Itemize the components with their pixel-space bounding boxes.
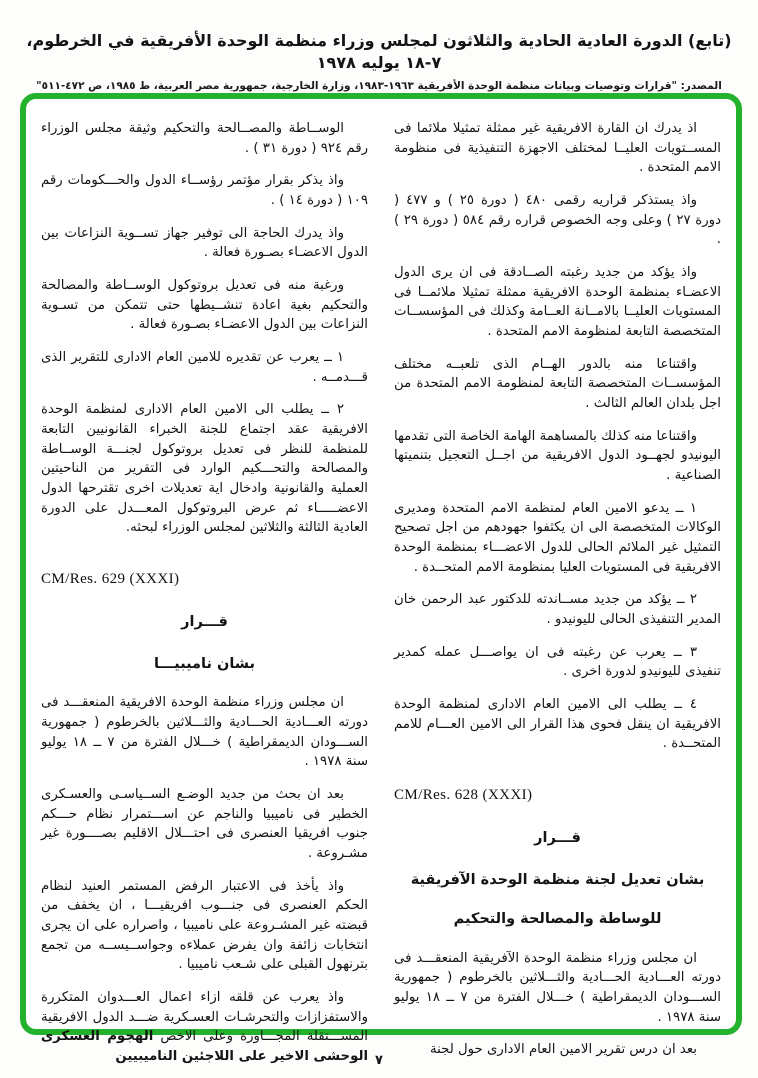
page-number: ٧ xyxy=(375,1053,383,1068)
clause-paragraph: ورغبة منه فى تعديل بروتوكول الوســاطة والمصالحة والتحكيم بغية اعادة تنشــيطها حتى تتمكن من تسـوية النزاعات بين الدول الاعضـاء بصـورة فعالة . xyxy=(41,278,368,333)
preamble-paragraph: ان مجلس وزراء منظمة الوحدة الافريقية المنعقـــد فى دورته العـــادية الحـــادية والثـــلاثين بالخرطوم ( جمهورية الســـودان الديمقراطية ) خـــلال الفترة من ٧ ــ ١٨ يوليو سنة ١٩٧٨ . xyxy=(41,695,369,770)
resolution-heading-qarar: قـــرار xyxy=(181,614,228,631)
operative-paragraph-1: ١ ــ يعرب عن تقديره للامين العام الادارى للتقرير الذى قـــدمــه . xyxy=(41,350,368,385)
resolution-subject-line-1: بشان تعديل لجنة منظمة الوحدة الآفريقية xyxy=(410,871,705,888)
clause-paragraph: واذ يستذكر قراريه رقمى ٤٨٠ ( دورة ٢٥ ) و ٤٧٧ ( دورة ٢٧ ) وعلى وجه الخصوص قراره رقم ٥٨٤ ( دورة ٢٩ ) . xyxy=(394,193,721,248)
operative-paragraph-3: ٣ ــ يعرب عن رغبته فى ان يواصـــل عمله كمدير تنفيذى لليونيدو لدورة اخرى . xyxy=(394,644,721,680)
resolution-ref-cm-res-628: CM/Res. 628 (XXXI) xyxy=(394,787,533,804)
two-column-layout xyxy=(26,99,736,1064)
operative-paragraph-4: ٤ ــ يطلب الى الامين العام الادارى لمنظمة الوحدة الافريقية ان ينقل فحوى هذا القرار الى الامين العـــام للامم المتحــدة . xyxy=(394,697,721,752)
operative-paragraph-2: ٢ ــ يؤكد من جديد مســاندته للدكتور عبد الرحمن خان المدير التنفيذى الحالى لليونيدو . xyxy=(394,592,721,628)
clause-text: واذ يعرب عن قلقه ازاء اعمال العـــدوان المتكررة والاستفزازات والتحرشـات العسـكرية ضـــد الدول الافريقية المســـتقلة المجـــاورة وعلى الاخص xyxy=(41,989,368,1045)
operative-paragraph-1: ١ ــ يدعو الامين العام لمنظمة الامم المتحدة ومديرى الوكالات المتخصصة الى ان يكثفوا جهودهم من اجل تصحيح التمثيل غير الملائم الحالى للدول الاعضـــاء بمنظمة الوحدة الافريقية فى المستويات العليا بمنظومة الامم المتحــدة . xyxy=(394,500,721,575)
clause-paragraph: اذ يدرك ان القارة الافريقية غير ممثلة تمثيلا ملائما فى المســتويات العليــا لمختلف الاجهزة التنفيذية فى منظومة الامم المتحدة . xyxy=(394,121,721,176)
page-header xyxy=(0,0,758,92)
content-frame xyxy=(20,93,742,1064)
resolution-heading-qarar: قـــرار xyxy=(534,830,581,847)
clause-paragraph: واذ يؤكد من جديد رغبته الصــادقة فى ان يرى الدول الاعضـاء بمنظمة الوحدة الافريقية ممثلة تمثيلا ملائمــا فى المستويات العليــا بالامــانة العــامة وكذلك فى المؤسســات المتخصصة التابعة لمنظومة الامم المتحدة . xyxy=(394,265,721,340)
resolution-subject-namibia: بشان ناميبيـــا xyxy=(153,655,255,672)
resolution-ref-cm-res-629: CM/Res. 629 (XXXI) xyxy=(41,571,180,588)
clause-paragraph: واقتناعا منه كذلك بالمساهمة الهامة الخاصة التى تقدمها اليونيدو لجهــود الدول الافريقية من اجــل التعجيل بتنميتها الصناعية . xyxy=(394,428,721,484)
clause-paragraph: بعد ان درس تقرير الامين العام الادارى حول لجنة xyxy=(430,1042,697,1058)
clause-paragraph: الوســاطة والمصــالحة والتحكيم وثيقة مجلس الوزراء رقم ٩٢٤ ( دورة ٣١ ) . xyxy=(41,121,368,156)
column-left xyxy=(41,119,369,1064)
clause-text-bold: الهجوم العسكرى الوحشى الاخير على اللاجئين الناميبيين xyxy=(41,1029,368,1064)
session-title: (تابع) الدورة العادية الحادية والثلاثون لمجلس وزراء منظمة الوحدة الأفريقية في الخرطوم، ٧-١٨ يوليه ١٩٧٨ xyxy=(26,31,732,72)
preamble-paragraph: ان مجلس وزراء منظمة الوحدة الآفريقية المنعقـــد فى دورته العـــادية الحـــادية والثـــلاثين بالخرطوم ( جمهورية الســـودان الديمقراطية ) خـــلال الفترة من ٧ ــ ١٨ يوليو سنة ١٩٧٨ . xyxy=(394,950,722,1025)
resolution-subject-line-2: للوساطة والمصالحة والتحكيم xyxy=(453,911,662,928)
operative-paragraph-2: ٢ ــ يطلب الى الامين العام الادارى لمنظمة الوحدة الافريقية عقد اجتماع للجنة الخبراء القانونيين التابعة للمنظمة للنظر فى تعديل بروتوكول لجنـــة الوســاطة والمصالحة والتحـــكيم الوارد فى التقرير من الناحيتين العملية والقانونية وادخال اية تعديلات اخرى تقترحها الدول الاعضـــــاء ثم عرض البروتوكول المعـــدل على الدورة العادية الثالثة والثلاثين لمجلس الوزراء لبحثه. xyxy=(41,402,368,536)
clause-paragraph: واذ يأخذ فى الاعتبار الرفض المستمر العنيد لنظام الحكم العنصرى فى جنـــوب افريقيـــا ، ان يخفف من قبضته غير المشـروعة على ناميبيا ، واصراره على ان يجرى انتخابات زائفة وان يفرض عملاءه وجواســيســه من تجمع بترنهول القبلى على شـعب ناميبيا . xyxy=(41,878,368,973)
clause-paragraph: واذ يذكر بقرار مؤتمر رؤســاء الدول والحـــكومات رقم ١٠٩ ( دورة ١٤ ) . xyxy=(41,173,368,209)
column-right xyxy=(394,119,722,1058)
clause-paragraph: واذ يدرك الحاجة الى توفير جهاز تســوية النزاعات بين الدول الاعضـاء بصـورة فعالة . xyxy=(41,225,368,261)
source-citation: المصدر: "قرارات وتوصيات وبيانات منظمة الوحدة الأفريقية ١٩٦٣-١٩٨٣، وزارة الخارجية، جمهورية مصر العربية، ط ١٩٨٥، ص ٤٧٢-٥١١" xyxy=(36,80,722,93)
clause-paragraph: بعد ان بحث من جديد الوضـع الســياسـى والعسـكرى الخطير فى ناميبيا والناجم عن اســـتمرار نظام حـــكم جنوب افريقيا العنصرى فى احتـــلال الاقليم بصــــورة غير مشـروعة . xyxy=(41,786,368,861)
clause-paragraph: واقتناعا منه بالدور الهــام الذى تلعبــه مختلف المؤسســات المتخصصة التابعة لمنظومة الامم المتحدة من اجل بلدان العالم الثالث . xyxy=(394,356,721,412)
